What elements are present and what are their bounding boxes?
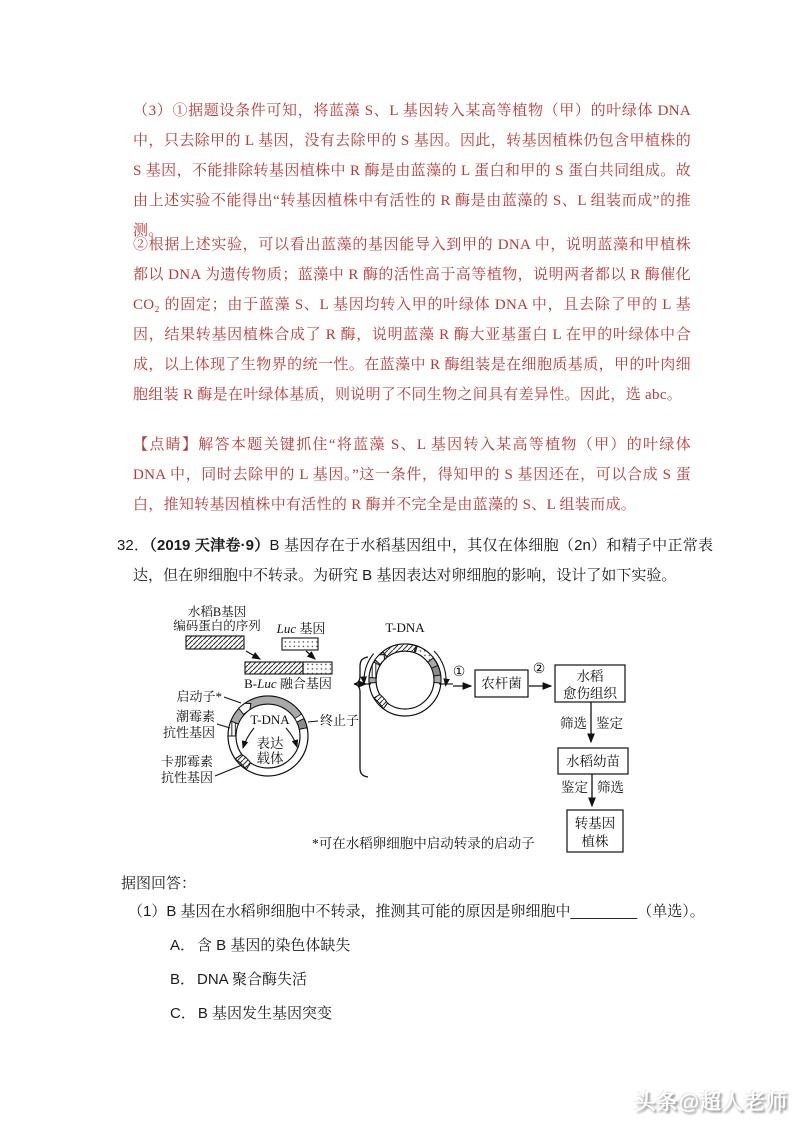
question-32	[117, 531, 713, 591]
vector-name-line1: 表达	[256, 736, 284, 751]
option-c-label: C．	[170, 1005, 196, 1022]
fusion-gene-label: B-Luc 融合基因	[244, 676, 332, 691]
answer-paragraph-1: （3）①据题设条件可知，将蓝藻 S、L 基因转入某高等植物（甲）的叶绿体 DNA 中，只去除甲的 L 基因，没有去除甲的 S 基因。因此，转基因植株仍包含甲植株的 S 基因，不能排除转基因植株中 R 酶是由蓝藻的 L 蛋白和甲的 S 蛋白共同组成。故由上述实验不能得出“转基因植株中有活性的 R 酶是由蓝藻的 S、L 组装而成”的推测。	[133, 103, 691, 239]
screen2-left-label: 鉴定	[561, 780, 588, 795]
luc-to-fusion-arrow	[306, 651, 315, 659]
recombinant-b-gene-segment	[383, 644, 416, 657]
option-a-text: 含 B 基因的染色体缺失	[197, 937, 351, 954]
diagram-footnote: *可在水稻卵细胞中启动转录的启动子	[312, 836, 535, 851]
recombinant-tdna-label: T-DNA	[385, 620, 425, 635]
promoter-label: 启动子*	[176, 689, 222, 704]
b-gene-sequence-bar	[186, 636, 244, 649]
rice-b-gene-label-line1: 水稻B基因	[187, 605, 247, 619]
kanamycin-label-line1: 卡那霉素	[160, 754, 213, 769]
luc-gene-bar	[282, 638, 318, 650]
fusion-gene-luc-part	[303, 662, 332, 674]
option-a	[170, 935, 350, 957]
option-c	[170, 1003, 332, 1025]
option-a-label: A．	[170, 937, 196, 954]
screen1-right-label: 鉴定	[596, 716, 623, 731]
answer-prompt: 据图回答：	[121, 875, 197, 892]
screen1-left-label: 筛选	[560, 716, 587, 731]
b-to-fusion-arrow	[246, 651, 260, 659]
luc-gene-label: Luc 基因	[276, 621, 326, 636]
option-b-label: B．	[170, 971, 196, 988]
fusion-gene-b-part	[245, 662, 303, 674]
terminator-label: 终止子	[320, 713, 360, 728]
question-number: 32．	[117, 537, 150, 554]
step2-circled-number: ②	[532, 662, 546, 677]
hygromycin-label-line2: 抗性基因	[162, 725, 215, 740]
hygromycin-label-line1: 潮霉素	[175, 709, 215, 724]
promoter-leader-line	[224, 697, 241, 703]
recombinant-luc-segment	[415, 646, 434, 662]
tdna-span-arrow-right	[286, 728, 297, 747]
step1-circled-number: ①	[452, 665, 466, 680]
screen2-right-label: 筛选	[597, 780, 624, 795]
kanamycin-label-line2: 抗性基因	[160, 770, 213, 785]
watermark: 头条@超人老师	[634, 1091, 788, 1114]
kanamycin-leader-line	[215, 765, 242, 776]
option-b	[170, 969, 307, 991]
vector-name-line2: 载体	[256, 751, 284, 766]
option-b-text: DNA 聚合酶失活	[197, 971, 308, 988]
vector-hygromycin-segment	[228, 721, 238, 736]
tdna-span-arrow-left	[243, 728, 254, 748]
question-stem: B 基因存在于水稻基因组中，其仅在体细胞（2n）和精子中正常表达，但在卵细胞中不转录。为研究 B 基因表达对卵细胞的影响，设计了如下实验。	[133, 537, 713, 584]
transgenic-label-line2: 植株	[581, 834, 609, 849]
rice-b-gene-label-line2: 编码蛋白的序列	[173, 619, 261, 633]
experiment-diagram	[158, 600, 640, 870]
agrobacterium-label: 农杆菌	[481, 676, 522, 691]
hygromycin-leader-line	[217, 724, 230, 728]
callus-label-line2: 愈伤组织	[563, 686, 617, 701]
option-c-text: B 基因发生基因突变	[197, 1005, 333, 1022]
transgenic-label-line1: 转基因	[574, 816, 616, 831]
answer-paragraph-2: ②根据上述实验，可以看出蓝藻的基因能导入到甲的 DNA 中，说明蓝藻和甲植株都以 DNA 为遗传物质；蓝藻中 R 酶的活性高于高等植物，说明两者都以 R 酶催化 CO₂ 的固定；由于蓝藻 S、L 基因均转入甲的叶绿体 DNA 中，且去除了甲的 L 基因，结果转基因植株合成了 R 酶，说明蓝藻 R 酶大亚基蛋白 L 在甲的叶绿体中合成，以上体现了生物界的统一性。在蓝藻中 R 酶组装是在细胞质基质，甲的叶肉细胞组装 R 酶是在叶绿体基质，则说明了不同生物之间具有差异性。因此，选 abc。	[133, 237, 691, 403]
question-source: （2019 天津卷·9）	[149, 537, 270, 554]
recombinant-hygromycin-segment	[369, 662, 380, 678]
terminator-leader-line	[308, 721, 318, 722]
callus-label-line1: 水稻	[576, 669, 604, 684]
seedling-label: 水稻幼苗	[566, 754, 620, 769]
answer-paragraph-3: 【点睛】解答本题关键抓住“将蓝藻 S、L 基因转入某高等植物（甲）的叶绿体 DNA 中，同时去除甲的 L 基因。”这一条件，得知甲的 S 基因还在，可以合成 S 蛋白，推知转基因植株中有活性的 R 酶并不完全是由蓝藻的 S、L 组装而成。	[133, 437, 691, 513]
sub-question-1: （1）B 基因在水稻卵细胞中不转录，推测其可能的原因是卵细胞中________（单选）。	[128, 903, 705, 920]
vector-tdna-label: T-DNA	[250, 712, 290, 727]
diagram-svg	[158, 600, 640, 865]
